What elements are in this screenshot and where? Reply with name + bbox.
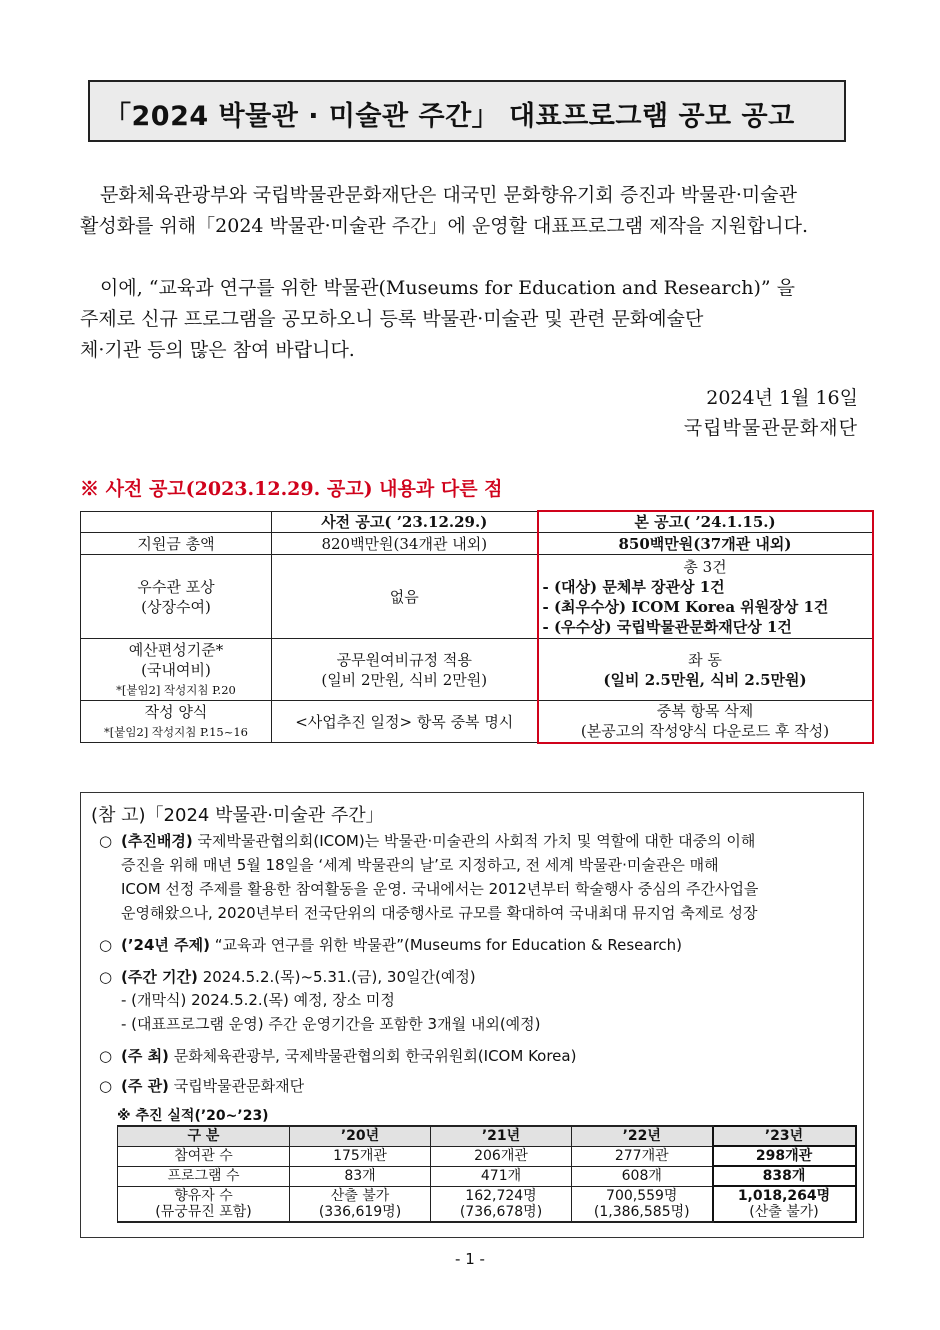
diff-label: 우수관 포상 xyxy=(137,577,215,596)
diff-after-cell xyxy=(538,533,873,555)
diff-before-text: 공무원여비규정 적용 xyxy=(336,650,472,669)
intro-paragraph xyxy=(80,180,860,242)
reference-item-text: 국제박물관협의회(ICOM)는 박물관·미술관의 사회적 가치 및 역할에 대한 대중의 이해 xyxy=(197,832,756,850)
diff-before-text: (일비 2만원, 식비 2만원) xyxy=(321,670,488,689)
diff-row xyxy=(81,555,873,639)
performance-cell: 608개 xyxy=(572,1166,713,1186)
diff-label-cell xyxy=(81,639,272,701)
intro2-paragraph xyxy=(80,273,860,366)
performance-header-cell: ’21년 xyxy=(431,1126,572,1146)
performance-cell: 83개 xyxy=(290,1166,431,1186)
performance-cell: 838개 xyxy=(713,1166,856,1186)
diff-note: *[붙임2] 작성지침 P.15~16 xyxy=(104,724,248,739)
reference-item-text: 운영해왔으나, 2020년부터 전국단위의 대중행사로 규모를 확대하여 국내최대 뮤지엄 축제로 성장 xyxy=(121,904,758,922)
reference-item xyxy=(99,933,851,957)
diff-before-text: 없음 xyxy=(389,587,419,606)
diff-label: (상장수여) xyxy=(141,597,211,616)
reference-item-text: 증진을 위해 매년 5월 18일을 ‘세계 박물관의 날’로 지정하고, 전 세계 박물관·미술관은 매해 xyxy=(121,856,719,874)
performance-header-cell: ’23년 xyxy=(713,1126,856,1146)
organization-name: 국립박물관문화재단 xyxy=(683,417,858,439)
diff-after-text: - (우수상) 국립박물관문화재단상 1건 xyxy=(542,617,792,636)
diff-after-text: 총 3건 xyxy=(683,557,727,576)
diff-before-text: 820백만원(34개관 내외) xyxy=(321,534,488,553)
performance-title: ※ 추진 실적(’20~’23) xyxy=(117,1108,269,1124)
diff-note: *[붙임2] 작성지침 P.20 xyxy=(116,682,236,697)
diff-after-text: 850백만원(37개관 내외) xyxy=(618,534,792,553)
reference-item-text: 문화체육관광부, 국제박물관협의회 한국위원회(ICOM Korea) xyxy=(173,1047,577,1065)
performance-cell: 471개 xyxy=(431,1166,572,1186)
page-number: - 1 - xyxy=(455,1250,485,1268)
performance-header-cell: ’20년 xyxy=(290,1126,431,1146)
performance-cell xyxy=(572,1186,713,1222)
diff-label-cell xyxy=(81,701,272,743)
diff-before-cell xyxy=(272,555,538,639)
reference-item-label: (주간 기간) xyxy=(121,968,198,986)
performance-value: 산출 불가 xyxy=(330,1187,390,1204)
bullet-icon: ○ xyxy=(99,968,113,986)
diff-row xyxy=(81,533,873,555)
page-title: 「2024 박물관 · 미술관 주간」 대표프로그램 공모 공고 xyxy=(104,101,795,132)
performance-table xyxy=(117,1125,857,1223)
diff-header-cell: 본 공고( ’24.1.15.) xyxy=(538,511,873,533)
intro-line: 문화체육관광부와 국립박물관문화재단은 대국민 문화향유기회 증진과 박물관·미술관 xyxy=(100,184,797,206)
reference-item xyxy=(99,1074,851,1098)
performance-header-row xyxy=(118,1126,856,1146)
reference-item-text: 2024.5.2.(목)~5.31.(금), 30일간(예정) xyxy=(202,968,476,986)
diff-label: 지원금 총액 xyxy=(137,534,215,553)
diff-table xyxy=(80,510,874,744)
performance-value: (산출 불가) xyxy=(749,1204,819,1220)
title-box xyxy=(88,80,846,142)
performance-value: 1,018,264명 xyxy=(737,1188,831,1204)
diff-row xyxy=(81,639,873,701)
diff-label: (국내여비) xyxy=(141,660,211,679)
reference-item-text: “교육과 연구를 위한 박물관”(Museums for Education & Research) xyxy=(214,936,683,954)
performance-cell: 175개관 xyxy=(290,1146,431,1166)
diff-after-text: (일비 2.5만원, 식비 2.5만원) xyxy=(603,670,807,689)
performance-cell xyxy=(431,1186,572,1222)
intro2-line: 이에, “교육과 연구를 위한 박물관(Museums for Education and Research)” 을 xyxy=(100,277,796,299)
performance-row xyxy=(118,1146,856,1166)
intro-line: 활성화를 위해「2024 박물관·미술관 주간」에 운영할 대표프로그램 제작을 지원합니다. xyxy=(80,215,809,237)
reference-item-label: (주 최) xyxy=(121,1047,169,1065)
diff-label: 예산편성기준* xyxy=(128,640,224,659)
reference-item xyxy=(99,829,851,925)
performance-cell: 277개관 xyxy=(572,1146,713,1166)
performance-row xyxy=(118,1186,856,1222)
performance-value: 162,724명 xyxy=(465,1187,537,1204)
intro2-line: 체·기관 등의 많은 참여 바랍니다. xyxy=(80,339,355,361)
diff-row xyxy=(81,701,873,743)
diff-after-cell xyxy=(538,701,873,743)
diff-header-cell: 사전 공고( ’23.12.29.) xyxy=(272,511,538,533)
diff-label-cell xyxy=(81,533,272,555)
intro2-line: 주제로 신규 프로그램을 공모하오니 등록 박물관·미술관 및 관련 문화예술단 xyxy=(80,308,704,330)
performance-value: (1,386,585명) xyxy=(593,1203,690,1220)
performance-label: 향유자 수 xyxy=(174,1187,233,1204)
diff-after-cell xyxy=(538,555,873,639)
reference-item-label: (주 관) xyxy=(121,1077,169,1095)
performance-header-cell: 구 분 xyxy=(118,1126,290,1146)
diff-before-text: <사업추진 일정> 항목 중복 명시 xyxy=(295,712,514,731)
diff-before-cell xyxy=(272,701,538,743)
diff-after-text: - (최우수상) ICOM Korea 위원장상 1건 xyxy=(542,597,829,616)
performance-cell: 298개관 xyxy=(713,1146,856,1166)
reference-item-text: 국립박물관문화재단 xyxy=(173,1077,305,1095)
diff-after-text: (본공고의 작성양식 다운로드 후 작성) xyxy=(580,722,830,741)
performance-row xyxy=(118,1166,856,1186)
performance-label-cell: 참여관 수 xyxy=(118,1146,290,1166)
bullet-icon: ○ xyxy=(99,1047,113,1065)
bullet-icon: ○ xyxy=(99,936,113,954)
diff-header-row xyxy=(81,511,873,533)
reference-box xyxy=(80,792,864,1238)
diff-label: 작성 양식 xyxy=(144,702,208,721)
reference-sub-item: - (개막식) 2024.5.2.(목) 예정, 장소 미정 xyxy=(121,991,395,1009)
performance-value: (736,678명) xyxy=(459,1203,543,1220)
reference-item-text: ICOM 선정 주제를 활용한 참여활동을 운영. 국내에서는 2012년부터 학술행사 중심의 주간사업을 xyxy=(121,880,759,898)
reference-item xyxy=(99,965,851,989)
reference-item-label: (’24년 주제) xyxy=(121,936,210,954)
diff-label-cell xyxy=(81,555,272,639)
announcement-date: 2024년 1월 16일 xyxy=(706,387,858,409)
diff-after-text: - (대상) 문체부 장관상 1건 xyxy=(542,577,725,596)
diff-before-cell xyxy=(272,533,538,555)
diff-section-title: ※ 사전 공고(2023.12.29. 공고) 내용과 다른 점 xyxy=(80,478,503,500)
diff-after-text: 좌 동 xyxy=(688,650,722,669)
performance-header-cell: ’22년 xyxy=(572,1126,713,1146)
bullet-icon: ○ xyxy=(99,832,113,850)
performance-cell: 206개관 xyxy=(431,1146,572,1166)
reference-title: (참 고)「2024 박물관·미술관 주간」 xyxy=(91,805,384,826)
performance-cell xyxy=(290,1186,431,1222)
reference-item xyxy=(99,1044,851,1068)
reference-sub-item: - (대표프로그램 운영) 주간 운영기간을 포함한 3개월 내외(예정) xyxy=(121,1015,541,1033)
performance-value: 700,559명 xyxy=(606,1187,678,1204)
reference-item-label: (추진배경) xyxy=(121,832,193,850)
performance-cell xyxy=(713,1186,856,1222)
diff-after-cell xyxy=(538,639,873,701)
performance-label-cell xyxy=(118,1186,290,1222)
performance-value: (336,619명) xyxy=(318,1203,402,1220)
performance-label: (뮤궁뮤진 포함) xyxy=(155,1203,252,1220)
diff-before-cell xyxy=(272,639,538,701)
diff-header-cell xyxy=(81,511,272,533)
diff-after-text: 중복 항목 삭제 xyxy=(656,702,754,721)
performance-label-cell: 프로그램 수 xyxy=(118,1166,290,1186)
bullet-icon: ○ xyxy=(99,1077,113,1095)
